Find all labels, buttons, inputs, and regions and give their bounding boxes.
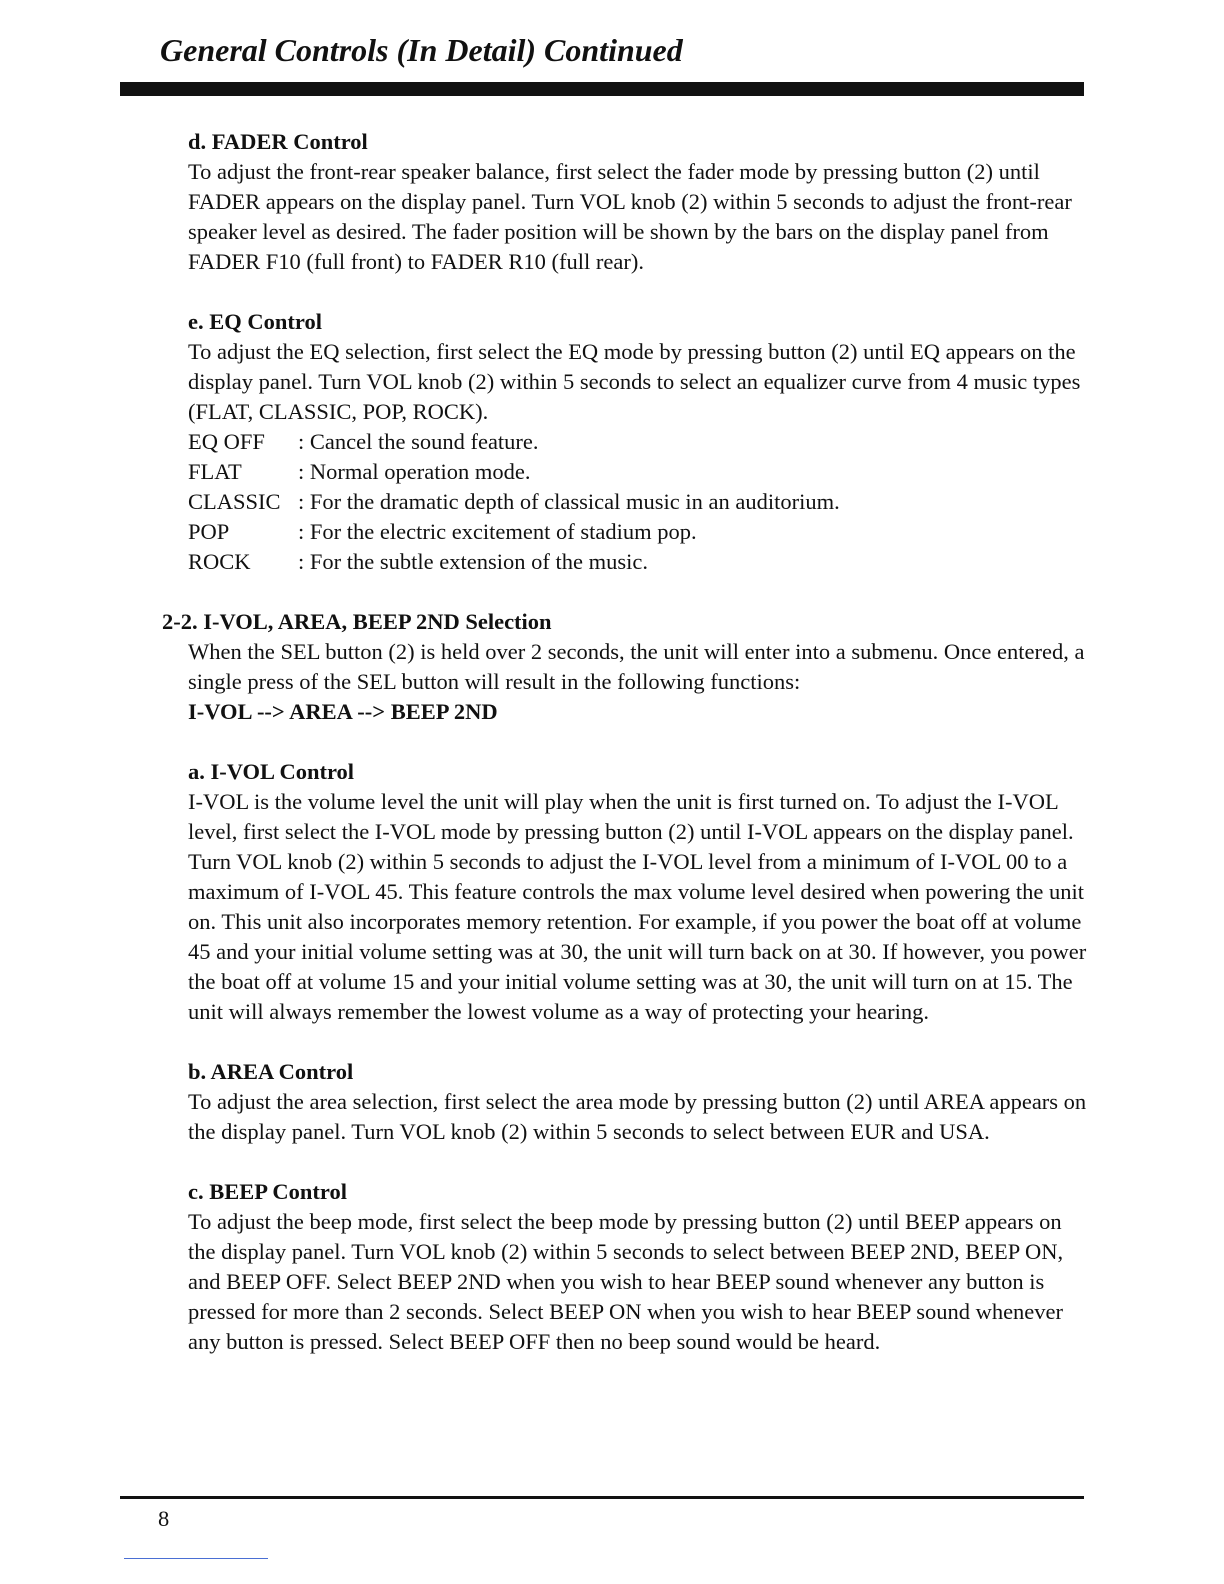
selection-heading: 2-2. I-VOL, AREA, BEEP 2ND Selection <box>162 609 552 634</box>
page-content <box>162 127 1088 1357</box>
eq-mode-term: EQ OFF <box>188 429 265 454</box>
eq-mode-term: FLAT <box>188 459 242 484</box>
footer-divider <box>120 1496 1084 1499</box>
eq-mode-item <box>188 427 1088 457</box>
eq-mode-list <box>188 427 1088 577</box>
eq-mode-desc: : For the electric excitement of stadium pop. <box>298 519 697 544</box>
eq-mode-desc: : Cancel the sound feature. <box>298 429 539 454</box>
eq-mode-item <box>188 487 1088 517</box>
scan-artifact-line <box>124 1558 268 1559</box>
spacer <box>188 1027 1088 1057</box>
spacer <box>188 1147 1088 1177</box>
eq-mode-desc: : For the subtle extension of the music. <box>298 549 648 574</box>
eq-mode-desc: : For the dramatic depth of classical music in an auditorium. <box>298 489 840 514</box>
eq-mode-term: CLASSIC <box>188 489 281 514</box>
eq-mode-term: POP <box>188 519 230 544</box>
eq-mode-item <box>188 517 1088 547</box>
fader-heading: d. FADER Control <box>188 129 368 154</box>
page-number: 8 <box>158 1506 170 1531</box>
selection-sequence: I-VOL --> AREA --> BEEP 2ND <box>188 699 498 724</box>
eq-body: To adjust the EQ selection, first select the EQ mode by pressing button (2) until EQ appears on the display panel. Turn VOL knob (2) within 5 seconds to select an equalizer curve from 4 music types (FLAT, CLASSIC, POP, ROCK). <box>188 339 1081 424</box>
spacer <box>188 727 1088 757</box>
area-body: To adjust the area selection, first select the area mode by pressing button (2) until AREA appears on the display panel. Turn VOL knob (2) within 5 seconds to select between EUR and USA. <box>188 1089 1087 1144</box>
fader-body: To adjust the front-rear speaker balance, first select the fader mode by pressing button (2) until FADER appears on the display panel. Turn VOL knob (2) within 5 seconds to adjust the front-rear speaker level as desired. The fader position will be shown by the bars on the display panel from FADER F10 (full front) to FADER R10 (full rear). <box>188 159 1072 274</box>
spacer <box>188 577 1088 607</box>
title-bar-divider <box>120 82 1084 96</box>
ivol-body: I-VOL is the volume level the unit will play when the unit is first turned on. To adjust the I-VOL level, first select the I-VOL mode by pressing button (2) until I-VOL appears on the display panel. Turn VOL knob (2) within 5 seconds to adjust the I-VOL level from a minimum of I-VOL 00 to a maximum of I-VOL 45. This feature controls the max volume level desired when powering the unit on. This unit also incorporates memory retention. For example, if you power the boat off at volume 45 and your initial volume setting was at 30, the unit will turn back on at 30. If however, you power the boat off at volume 15 and your initial volume setting was at 30, the unit will turn on at 15. The unit will always remember the lowest volume as a way of protecting your hearing. <box>188 789 1087 1024</box>
area-heading: b. AREA Control <box>188 1059 354 1084</box>
eq-heading: e. EQ Control <box>188 309 322 334</box>
eq-mode-item <box>188 457 1088 487</box>
eq-mode-term: ROCK <box>188 549 251 574</box>
page-title: General Controls (In Detail) Continued <box>160 32 683 68</box>
spacer <box>188 277 1088 307</box>
eq-mode-item <box>188 547 1088 577</box>
eq-mode-desc: : Normal operation mode. <box>298 459 531 484</box>
beep-heading: c. BEEP Control <box>188 1179 347 1204</box>
selection-body: When the SEL button (2) is held over 2 seconds, the unit will enter into a submenu. Once entered, a single press of the SEL button will result in the following functions: <box>188 639 1085 694</box>
ivol-heading: a. I-VOL Control <box>188 759 355 784</box>
beep-body: To adjust the beep mode, first select the beep mode by pressing button (2) until BEEP appears on the display panel. Turn VOL knob (2) within 5 seconds to select between BEEP 2ND, BEEP ON, and BEEP OFF. Select BEEP 2ND when you wish to hear BEEP sound whenever any button is pressed for more than 2 seconds. Select BEEP ON when you wish to hear BEEP sound whenever any button is pressed. Select BEEP OFF then no beep sound would be heard. <box>188 1209 1064 1354</box>
